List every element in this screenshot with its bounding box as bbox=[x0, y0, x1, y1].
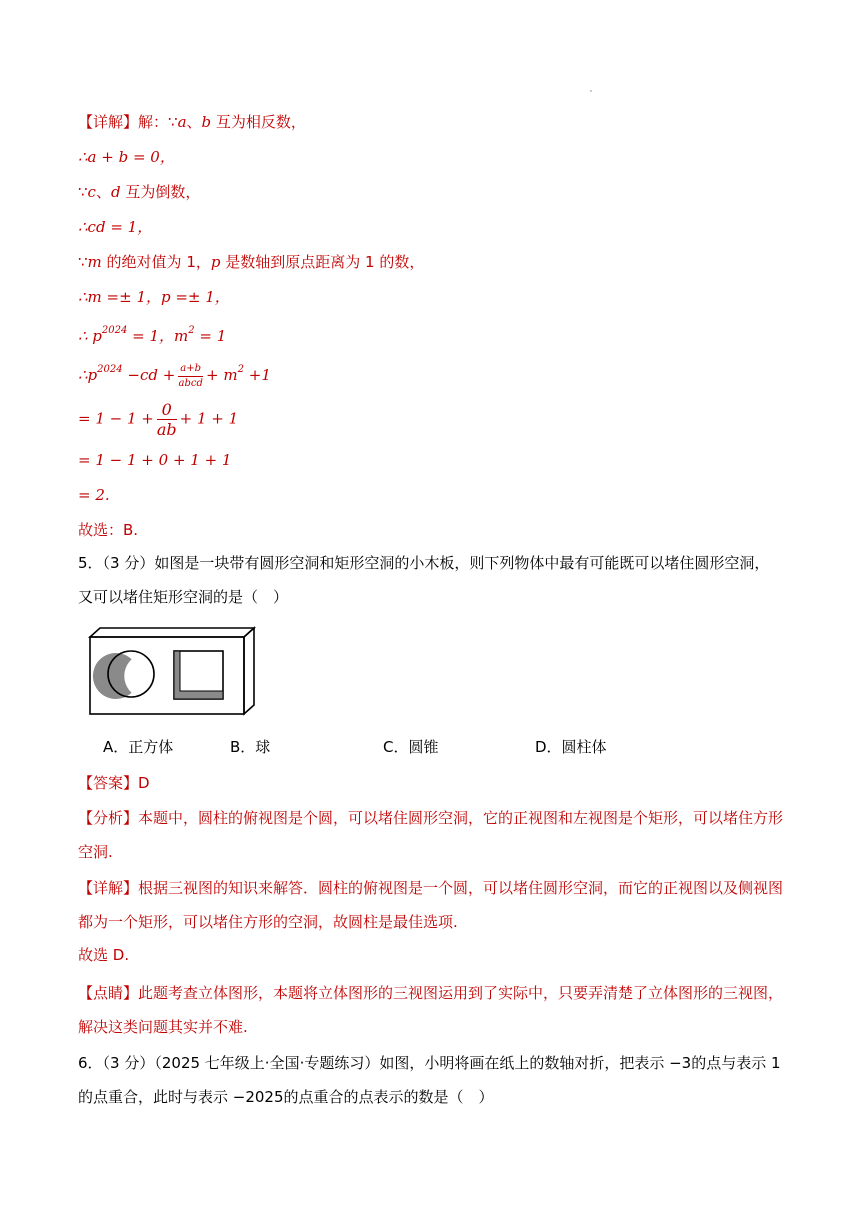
q5-stem-line-1: 5．（3 分）如图是一块带有圆形空洞和矩形空洞的小木板，则下列物体中最有可能既可以堵住圆形空洞， bbox=[78, 554, 770, 572]
q4-line-9: = 1 − 1 + $\frac{0}{ab}$ + 1 + 1 bbox=[78, 400, 239, 439]
q5-answer: 【答案】D bbox=[78, 774, 150, 792]
q4-line-5: ∵m 的绝对值为 1，p 是数轴到原点距离为 1 的数， bbox=[78, 253, 425, 271]
q4-line-2: ∴a + b = 0， bbox=[78, 148, 175, 166]
q5-comment: 【点睛】此题考查立体图形，本题将立体图形的三视图运用到了实际中，只要弄清楚了立体图形的三视图，解决这类问题其实并不难. bbox=[78, 984, 784, 1036]
q5-stem-line-2: 又可以堵住矩形空洞的是（ ） bbox=[78, 588, 289, 606]
q4-line-10: = 1 − 1 + 0 + 1 + 1 bbox=[78, 451, 232, 469]
q4-line-7: ∴ $p^{2024} = 1$，$m^2 = 1$ bbox=[78, 325, 227, 345]
q4-detail-line-1: 【详解】解：∵a、b 互为相反数， bbox=[78, 113, 306, 131]
q5-option-d: D．圆柱体 bbox=[535, 738, 607, 756]
q5-option-a: A．正方体 bbox=[103, 738, 174, 756]
q4-choose: 故选：B. bbox=[78, 521, 139, 539]
wooden-board-figure bbox=[88, 625, 258, 717]
q5-choose: 故选 D. bbox=[78, 946, 130, 964]
fraction-0-over-ab: $\frac{0}{ab}$ bbox=[156, 400, 177, 439]
q4-line-4: ∴cd = 1， bbox=[78, 218, 153, 236]
q4-line-3: ∵c、d 互为倒数， bbox=[78, 183, 201, 201]
q4-line-11: = 2. bbox=[78, 486, 110, 504]
scan-dot bbox=[590, 90, 592, 92]
q5-option-b: B．球 bbox=[230, 738, 271, 756]
q5-option-c: C．圆锥 bbox=[383, 738, 439, 756]
fraction-a-plus-b-over-abcd: $\frac{a+b}{\text{abcd}}$ bbox=[178, 362, 203, 389]
q5-detail: 【详解】根据三视图的知识来解答．圆柱的俯视图是一个圆，可以堵住圆形空洞，而它的正视图以及侧视图都为一个矩形，可以堵住方形的空洞，故圆柱是最佳选项. bbox=[78, 879, 784, 931]
q4-line-6: ∴m =± 1，p =± 1， bbox=[78, 288, 230, 306]
q4-line-8: $\therefore p^{2024} -cd$ + $\frac{a+b}{\text{abcd}}$ + $m^2 +1$ bbox=[78, 362, 271, 389]
q6-stem: 6．（3 分）（2025 七年级上·全国·专题练习）如图，小明将画在纸上的数轴对折，把表示 −3的点与表示 1的点重合，此时与表示 −2025的点重合的点表示的数是（ ） bbox=[78, 1054, 781, 1106]
q5-analysis: 【分析】本题中，圆柱的俯视图是个圆，可以堵住圆形空洞，它的正视图和左视图是个矩形，可以堵住方形空洞. bbox=[78, 809, 784, 861]
